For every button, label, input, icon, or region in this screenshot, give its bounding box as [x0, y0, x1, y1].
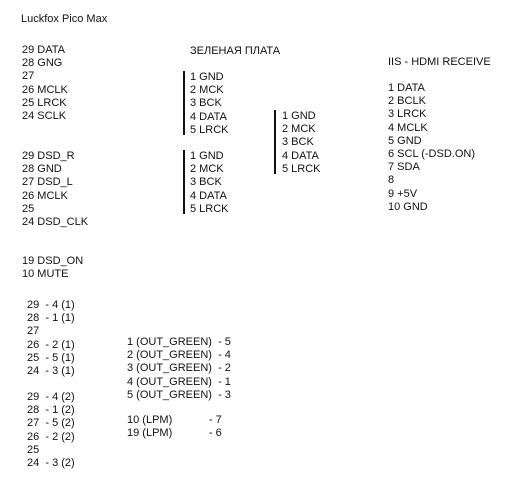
list-item: 24 - 3 (2)	[27, 457, 75, 470]
iis-pin-list	[388, 82, 475, 214]
list-item: 5 LRCK	[190, 123, 229, 136]
list-item: 26 - 2 (2)	[27, 430, 75, 443]
list-item: 3 BCK	[282, 136, 314, 149]
list-item: 25 LRCK	[22, 96, 67, 109]
list-item: 1 DATA	[388, 82, 425, 94]
list-item: 27 - 5 (2)	[27, 417, 75, 430]
green-block-1	[190, 71, 229, 137]
pin-map-1	[27, 299, 75, 378]
iis-header: IIS - HDMI RECEIVE	[388, 56, 491, 68]
list-item: 25 - 5 (1)	[27, 351, 75, 364]
list-item: 28 GND	[22, 163, 62, 176]
list-item: 1 (OUT_GREEN) - 5	[127, 336, 231, 348]
list-item: 27	[27, 325, 40, 338]
list-item: 1 GND	[282, 110, 316, 122]
list-item: 28 - 1 (2)	[27, 404, 75, 417]
list-item: 26 MCLK	[22, 189, 68, 202]
list-item: 2 BCLK	[388, 95, 426, 108]
list-item: 24 SCLK	[22, 110, 67, 123]
list-item: 5 GND	[388, 134, 422, 147]
list-item: 29 DSD_R	[22, 150, 75, 162]
list-item: 29 DATA	[22, 44, 65, 56]
list-item: 29 - 4 (1)	[27, 299, 75, 311]
list-item: 24 DSD_CLK	[22, 216, 89, 229]
list-item: 19 DSD_ON	[22, 255, 84, 267]
list-item: 4 DATA	[190, 189, 227, 202]
left-pin-group-c	[22, 255, 83, 281]
list-item: 5 LRCK	[282, 162, 321, 175]
list-item: 10 (LPM) - 7	[127, 414, 222, 426]
list-item: 2 MCK	[190, 84, 224, 97]
list-item: 8	[388, 174, 395, 187]
left-pin-group-b	[22, 150, 88, 229]
list-item: 1 GND	[190, 71, 224, 83]
list-item: 1 GND	[190, 150, 224, 162]
list-item: 4 (OUT_GREEN) - 1	[127, 375, 231, 388]
list-item: 28 - 1 (1)	[27, 312, 75, 325]
list-item: 27	[22, 70, 35, 83]
list-item: 19 (LPM) - 6	[127, 427, 222, 440]
list-item: 4 DATA	[190, 110, 227, 123]
list-item: 3 BCK	[190, 97, 222, 110]
bracket-line	[183, 71, 185, 135]
list-item: 4 MCLK	[388, 121, 428, 134]
list-item: 3 (OUT_GREEN) - 2	[127, 362, 231, 375]
list-item: 2 MCK	[190, 163, 224, 176]
list-item: 26 MCLK	[22, 83, 68, 96]
middle-block	[282, 110, 321, 176]
green-board-header: ЗЕЛЕНАЯ ПЛАТА	[190, 45, 281, 57]
list-item: 4 DATA	[282, 149, 319, 162]
list-item: 25	[27, 443, 40, 456]
list-item: 3 BCK	[190, 176, 222, 189]
list-item: 10 MUTE	[22, 268, 69, 281]
list-item: 5 (OUT_GREEN) - 3	[127, 388, 231, 401]
list-item: 25	[22, 202, 35, 215]
list-item: 24 - 3 (1)	[27, 365, 75, 378]
out-green-map	[127, 336, 231, 402]
lpm-map	[127, 414, 222, 440]
pin-map-2	[27, 391, 75, 470]
list-item: 6 SCL (-DSD.ON)	[388, 148, 475, 161]
list-item: 5 LRCK	[190, 202, 229, 215]
bracket-line	[183, 150, 185, 214]
list-item: 27 DSD_L	[22, 176, 73, 189]
page-title: Luckfox Pico Max	[21, 13, 108, 25]
list-item: 28 GNG	[22, 57, 63, 70]
list-item: 2 MCK	[282, 123, 316, 136]
bracket-line	[274, 110, 276, 174]
list-item: 9 +5V	[388, 187, 418, 200]
list-item: 7 SDA	[388, 161, 420, 174]
list-item: 29 - 4 (2)	[27, 391, 75, 403]
list-item: 26 - 2 (1)	[27, 338, 75, 351]
green-block-2	[190, 150, 229, 216]
list-item: 2 (OUT_GREEN) - 4	[127, 349, 231, 362]
left-pin-group-a	[22, 44, 68, 123]
list-item: 10 GND	[388, 200, 428, 213]
list-item: 3 LRCK	[388, 108, 427, 121]
